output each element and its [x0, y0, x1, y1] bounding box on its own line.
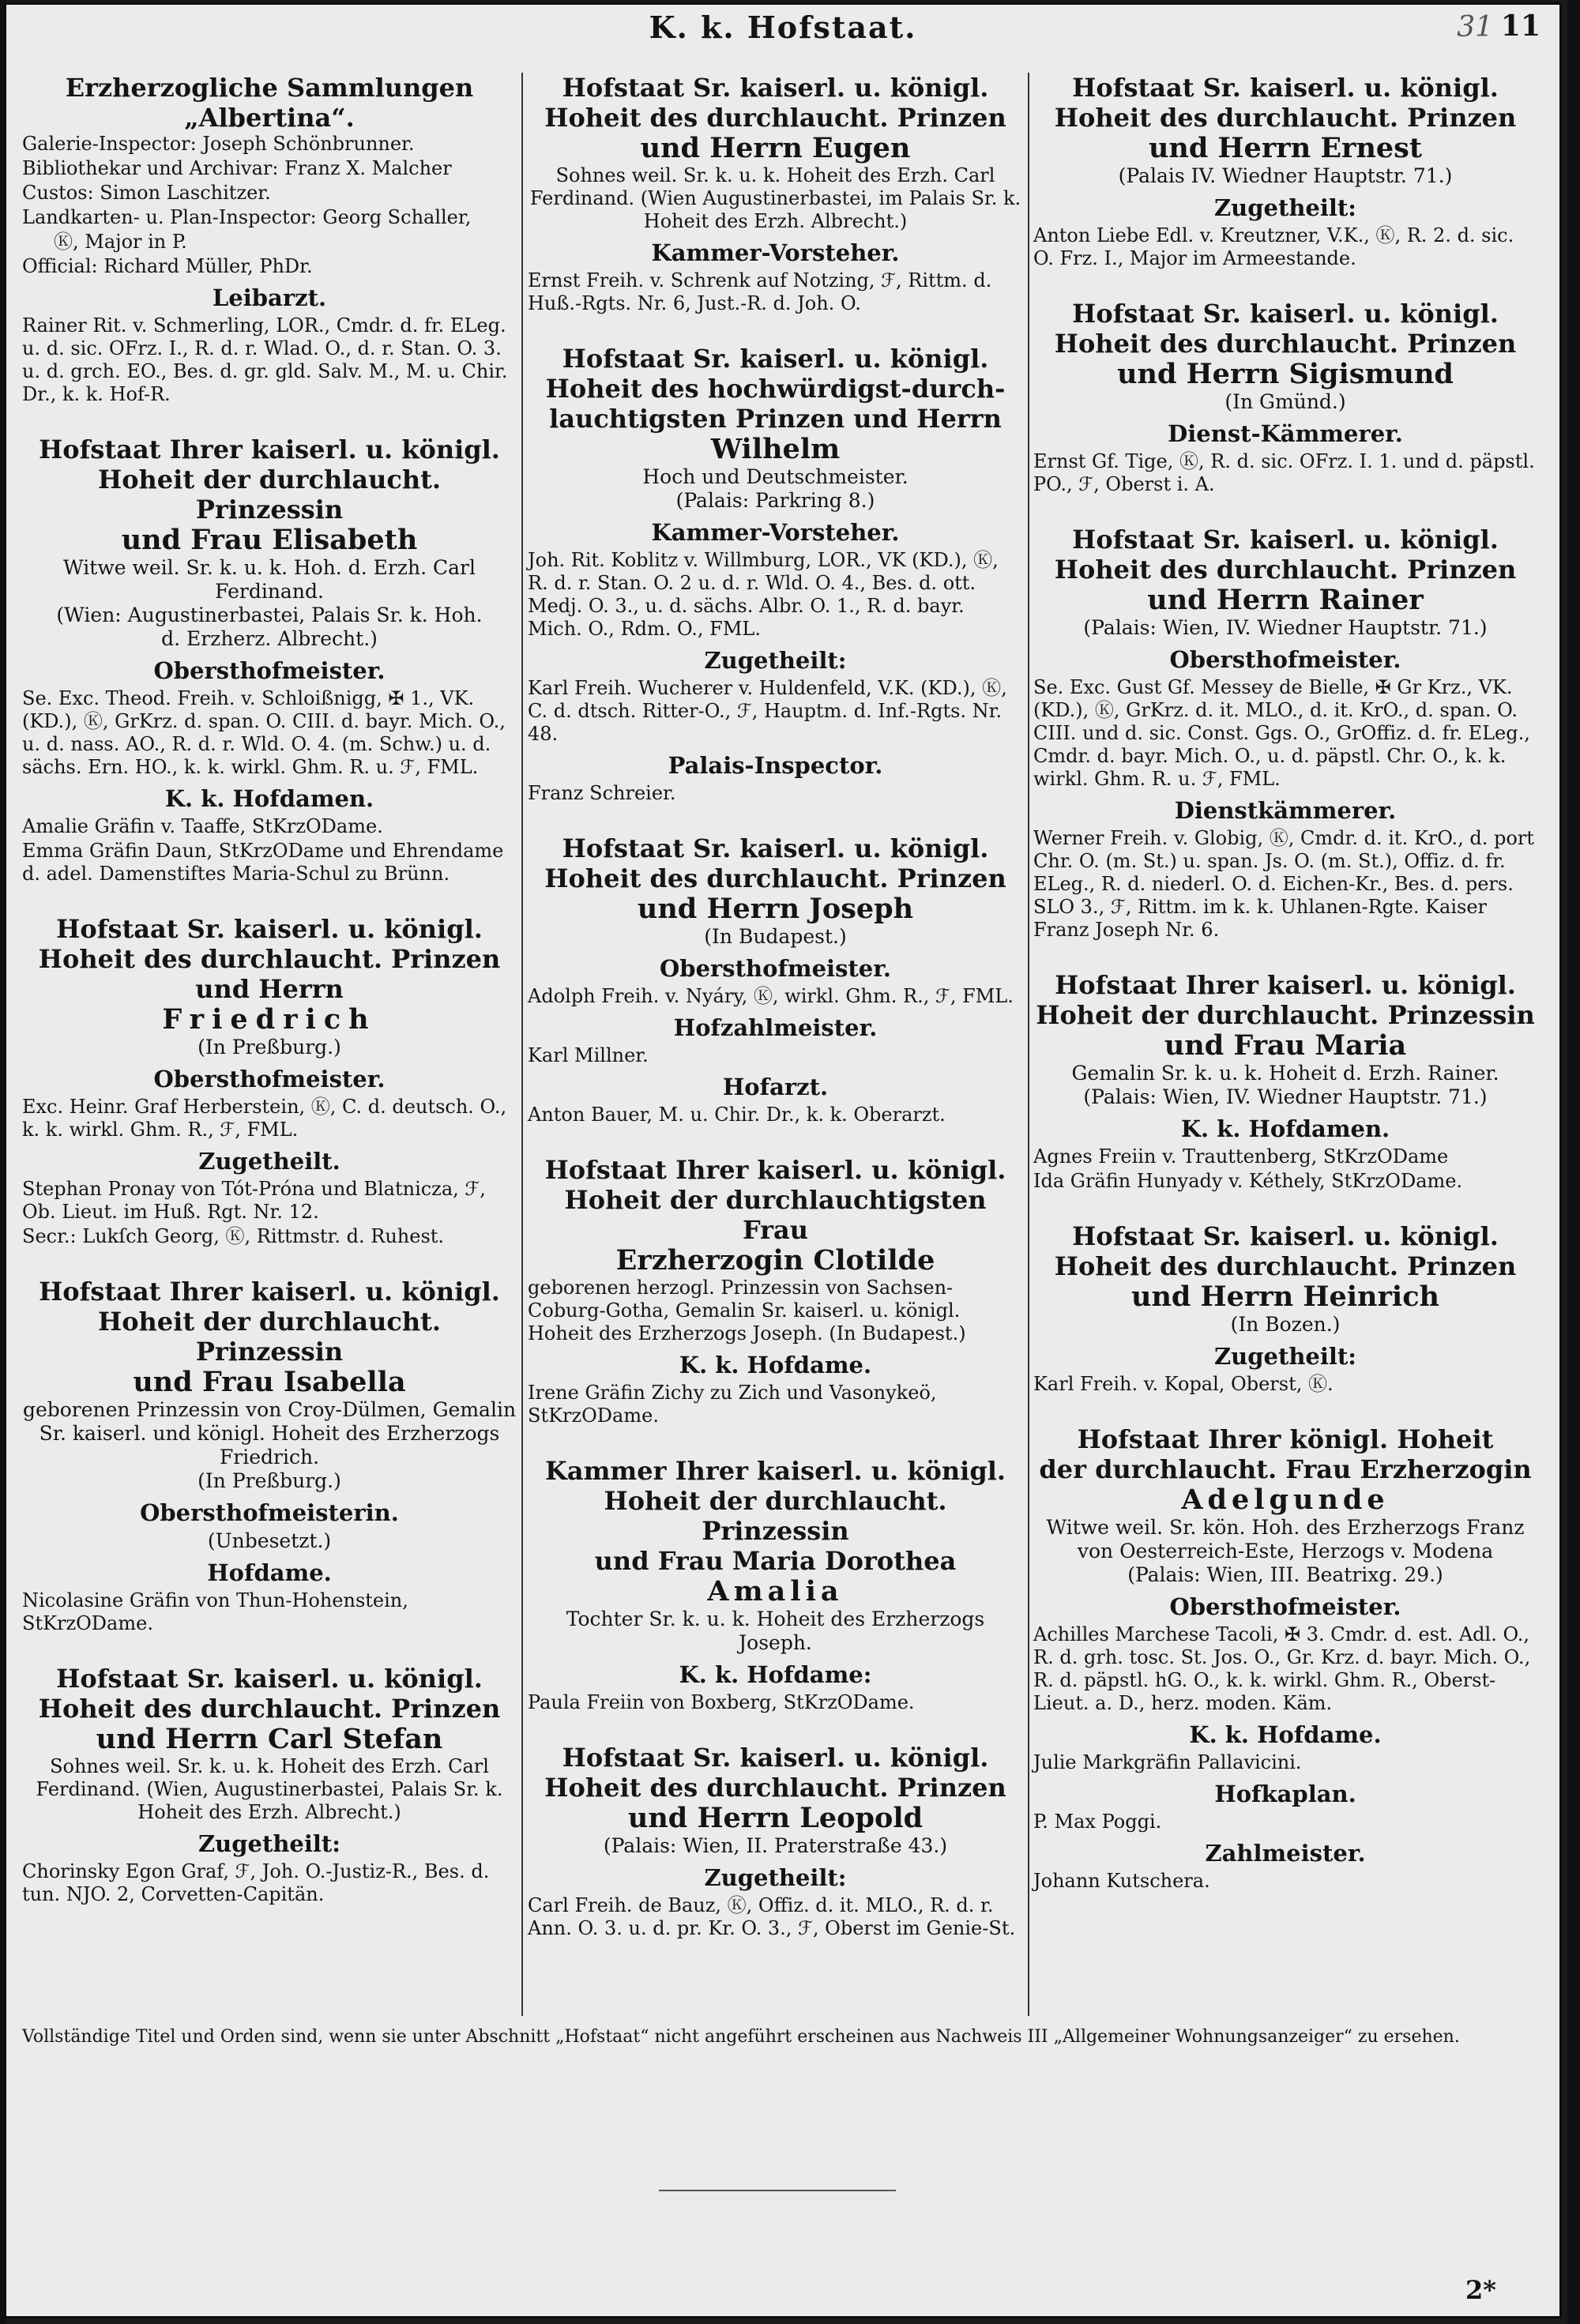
- section-title: und Herrn Sigismund: [1117, 358, 1454, 390]
- section-title: Erzherzogliche Sammlungen: [65, 73, 474, 103]
- section-title: Hoheit des durchlaucht. Prinzen: [1054, 329, 1517, 359]
- subheading: Dienst-Kämmerer.: [1168, 420, 1403, 447]
- section-title: und Herrn Ernest: [1148, 132, 1423, 164]
- section-title: lauchtigsten Prinzen und Herrn: [549, 404, 1002, 434]
- section-title: und Herrn Leopold: [627, 1802, 924, 1834]
- entry: Karl Millner.: [528, 1044, 649, 1066]
- entry: Galerie-Inspector: Joseph Schönbrunner.: [22, 133, 415, 155]
- entry: Amalie Gräfin v. Taaffe, StKrzODame.: [22, 815, 383, 837]
- subtitle: Tochter Sr. k. u. k. Hoheit des Erzherzogs Joseph.: [566, 1608, 985, 1654]
- subheading: Zugetheilt:: [1213, 1343, 1357, 1370]
- section-eugen: [528, 73, 1023, 315]
- section-title: Hoheit der durchlaucht. Prinzessin: [97, 1307, 442, 1367]
- section-title: Friedrich: [162, 1003, 377, 1036]
- entry: Bibliothekar und Archivar: Franz X. Malcher: [22, 157, 452, 179]
- subtitle: (Palais IV. Wiedner Hauptstr. 71.): [1118, 164, 1453, 187]
- subheading: Hofzahlmeister.: [673, 1014, 878, 1041]
- section-adelgunde: [1033, 1424, 1537, 1893]
- subtitle: (Palais: Wien, III. Beatrixg. 29.): [1127, 1563, 1443, 1586]
- section-title: Hofstaat Sr. kaiserl. u. königl.: [562, 73, 989, 103]
- entry: Adolph Freih. v. Nyáry, Ⓚ, wirkl. Ghm. R., ℱ, FML.: [528, 985, 1014, 1007]
- section-clotilde: [528, 1155, 1023, 1427]
- subtitle: Hoch und Deutschmeister.: [642, 465, 908, 488]
- section-title: und Frau Maria: [1164, 1029, 1407, 1062]
- section-title: Hoheit des durchlaucht. Prinzen: [544, 863, 1006, 893]
- section-title: Hoheit des durchlaucht. Prinzen: [544, 1773, 1006, 1803]
- subtitle: (Palais: Wien, II. Praterstraße 43.): [603, 1834, 948, 1857]
- scan-border-left: [0, 0, 6, 2324]
- entry: Se. Exc. Gust Gf. Messey de Bielle, ✠ Gr Krz., VK. (KD.), Ⓚ, GrKrz. d. it. MLO., d. it. KrO., d. span. O. CIII. und d. sic. Const. Ggs. O., GrOffiz. d. fr. ELeg., Cmdr. d. bayr. Mich. O., u. d. päpstl. Chr. O., k. k. wirkl. Ghm. R. u. ℱ, FML.: [1033, 676, 1530, 790]
- section-wilhelm: [528, 344, 1023, 805]
- column-rule: [1028, 73, 1029, 2016]
- entry: Nicolasine Gräfin von Thun-Hohenstein, StKrzODame.: [22, 1589, 408, 1634]
- subheading: Obersthofmeisterin.: [140, 1499, 399, 1526]
- entry: Karl Freih. v. Kopal, Oberst, Ⓚ.: [1033, 1373, 1334, 1395]
- document-page: [6, 5, 1559, 2316]
- subtitle: (In Budapest.): [704, 925, 847, 948]
- section-title: Hofstaat Ihrer kaiserl. u. königl.: [39, 434, 500, 464]
- entry: Stephan Pronay von Tót-Próna und Blatnicza, ℱ, Ob. Lieut. im Huß. Rgt. Nr. 12.: [22, 1178, 486, 1223]
- section-title: und Herrn Heinrich: [1131, 1280, 1439, 1313]
- section-title: Hoheit des durchlaucht. Prinzen: [38, 944, 501, 974]
- footnote: Vollständige Titel und Orden sind, wenn sie unter Abschnitt „Hofstaat“ nicht angeführt erscheinen aus Nachweis III „Allgemeiner Wohnungsanzeiger“ zu ersehen.: [22, 2027, 1460, 2047]
- subheading: K. k. Hofdame:: [679, 1661, 872, 1688]
- subheading: Kammer-Vorsteher.: [651, 519, 900, 546]
- section-title: Hofstaat Sr. kaiserl. u. königl.: [56, 914, 483, 944]
- section-title: und Herrn Carl Stefan: [96, 1723, 443, 1755]
- section-title: Hoheit des durchlaucht. Prinzen: [1054, 103, 1517, 133]
- section-title: Hoheit der durchlaucht. Prinzessin: [1036, 1000, 1535, 1030]
- section-title: und Herrn Rainer: [1147, 584, 1424, 616]
- subtitle: (Palais: Wien, IV. Wiedner Hauptstr. 71.): [1083, 616, 1488, 639]
- section-title: Amalia: [707, 1575, 844, 1608]
- subheading: Obersthofmeister.: [153, 657, 386, 684]
- section-leopold: [528, 1743, 1023, 1940]
- subheading: Leibarzt.: [212, 284, 327, 311]
- entry: Johann Kutschera.: [1033, 1870, 1210, 1892]
- section-title: Hofstaat Sr. kaiserl. u. königl.: [1072, 299, 1499, 329]
- subheading: Zugetheilt:: [198, 1830, 341, 1857]
- entry: Se. Exc. Theod. Freih. v. Schloißnigg, ✠ 1., VK. (KD.), Ⓚ, GrKrz. d. span. O. CIII. d. bayr. Mich. O., u. d. nass. AO., R. d. r. Wld. O. 4. (m. Schw.) u. d. sächs. Ern. HO., k. k. wirkl. Ghm. R. u. ℱ, FML.: [22, 687, 506, 778]
- section-title: Hofstaat Sr. kaiserl. u. königl.: [562, 833, 989, 863]
- entry: Sohnes weil. Sr. k. u. k. Hoheit des Erzh. Carl Ferdinand. (Wien Augustinerbastei, im Palais Sr. k. Hoheit des Erzh. Albrecht.): [529, 164, 1021, 232]
- entry: Anton Bauer, M. u. Chir. Dr., k. k. Oberarzt.: [528, 1104, 946, 1126]
- entry: Joh. Rit. Koblitz v. Willmburg, LOR., VK (KD.), Ⓚ, R. d. r. Stan. O. 2 u. d. r. Wld. O. 4., Bes. d. ott. Medj. O. 3., u. d. sächs. Albr. O. 1., R. d. bayr. Mich. O., Rdm. O., FML.: [528, 549, 999, 640]
- subheading: Zugetheilt:: [704, 1864, 847, 1891]
- subheading: Hofkaplan.: [1214, 1781, 1356, 1807]
- section-title: Hoheit der durchlauchtigsten Frau: [564, 1185, 987, 1245]
- subtitle: d. Erzherz. Albrecht.): [161, 627, 378, 650]
- subtitle: geborenen Prinzessin von Croy-Dülmen, Gemalin Sr. kaiserl. und königl. Hoheit des Erzherzogs Friedrich.: [22, 1398, 517, 1468]
- section-title: Wilhelm: [710, 433, 841, 465]
- section-title: Hoheit der durchlaucht. Prinzessin: [604, 1486, 947, 1546]
- column-3: [1033, 73, 1537, 1921]
- section-title: der durchlaucht. Frau Erzherzogin: [1039, 1454, 1532, 1484]
- section-title: Adelgunde: [1181, 1484, 1390, 1516]
- section-heinrich: [1033, 1221, 1537, 1396]
- subheading: Obersthofmeister.: [153, 1066, 386, 1092]
- subtitle: (In Preßburg.): [198, 1036, 341, 1059]
- entry: Achilles Marchese Tacoli, ✠ 3. Cmdr. d. est. Adl. O., R. d. grh. tosc. St. Jos. O., Gr. Krz. d. bayr. Mich. O., R. d. päpstl. hG. O., k. k. wirkl. Ghm. R., Oberst-Lieut. a. D., herz. moden. Käm.: [1033, 1623, 1531, 1714]
- page-header: [6, 5, 1559, 68]
- subheading: Dienstkämmerer.: [1174, 797, 1397, 824]
- subheading: Zugetheilt.: [198, 1148, 340, 1175]
- section-title: Hoheit des durchlaucht. Prinzen: [1054, 1251, 1517, 1281]
- entry: Ernst Freih. v. Schrenk auf Notzing, ℱ, Rittm. d. Huß.-Rgts. Nr. 6, Just.-R. d. Joh. O.: [528, 269, 992, 314]
- signature-mark: 2*: [1465, 2275, 1496, 2305]
- subheading: Obersthofmeister.: [660, 955, 891, 982]
- section-title: Hoheit des durchlaucht. Prinzen: [38, 1694, 501, 1724]
- pencil-mark: 31: [1457, 11, 1493, 43]
- section-maria-dorothea: [528, 1456, 1023, 1714]
- subheading: K. k. Hofdamen.: [164, 785, 374, 812]
- subheading: Zugetheilt:: [1213, 194, 1357, 221]
- section-title: Hofstaat Sr. kaiserl. u. königl.: [56, 1664, 483, 1694]
- section-title: Hofstaat Sr. kaiserl. u. königl.: [1072, 1221, 1499, 1251]
- section-maria: [1033, 970, 1537, 1193]
- section-title: Hofstaat Sr. kaiserl. u. königl.: [562, 344, 989, 374]
- subheading: Hofdame.: [207, 1559, 332, 1586]
- section-isabella: [22, 1277, 517, 1635]
- section-carl-stefan: [22, 1664, 517, 1906]
- entry: Exc. Heinr. Graf Herberstein, Ⓚ, C. d. deutsch. O., k. k. wirkl. Ghm. R., ℱ, FML.: [22, 1096, 507, 1141]
- subtitle: Witwe weil. Sr. kön. Hoh. des Erzherzogs Franz von Oesterreich-Este, Herzogs v. Modena: [1046, 1516, 1525, 1562]
- subtitle: (In Preßburg.): [198, 1469, 341, 1492]
- entry: Official: Richard Müller, PhDr.: [22, 255, 313, 277]
- entry: geborenen herzogl. Prinzessin von Sachsen-Coburg-Gotha, Gemalin Sr. kaiserl. u. königl. Hoheit des Erzherzogs Joseph. (In Budapest.): [528, 1277, 966, 1344]
- section-title: Kammer Ihrer kaiserl. u. königl.: [545, 1456, 1006, 1486]
- section-title: Hofstaat Ihrer kaiserl. u. königl.: [544, 1155, 1006, 1185]
- section-sigismund: [1033, 299, 1537, 496]
- subheading: Zahlmeister.: [1205, 1840, 1366, 1867]
- subtitle: (Unbesetzt.): [207, 1529, 332, 1552]
- section-rainer: [1033, 525, 1537, 942]
- entry: Chorinsky Egon Graf, ℱ, Joh. O.-Justiz-R., Bes. d. tun. NJO. 2, Corvetten-Capitän.: [22, 1860, 490, 1905]
- entry: Werner Freih. v. Globig, Ⓚ, Cmdr. d. it. KrO., d. port Chr. O. (m. St.) u. span. Js. O. (m. St.), Offiz. d. fr. ELeg., R. d. niederl. O. d. Eichen-Kr., Bes. d. pers. SLO 3., ℱ, Rittm. im k. k. Uhlanen-Rgte. Kaiser Franz Joseph Nr. 6.: [1033, 827, 1534, 941]
- subtitle: Ferdinand.: [215, 580, 324, 603]
- section-elisabeth: [22, 434, 517, 886]
- subtitle: (Palais: Wien, IV. Wiedner Hauptstr. 71.): [1083, 1085, 1488, 1108]
- subtitle: (In Gmünd.): [1224, 390, 1346, 413]
- entry: Ⓚ, Major in P.: [54, 231, 187, 253]
- entry: Rainer Rit. v. Schmerling, LOR., Cmdr. d. fr. ELeg. u. d. sic. OFrz. I., R. d. r. Wlad. O., d. r. Stan. O. 3. u. d. grch. EO., Bes. d. gr. gld. Salv. M., M. u. Chir. Dr., k. k. Hof-R.: [22, 314, 508, 405]
- section-title: und Frau Elisabeth: [121, 524, 418, 556]
- entry: Franz Schreier.: [528, 782, 676, 804]
- section-title: Hoheit des durchlaucht. Prinzen: [544, 103, 1006, 133]
- section-title: und Frau Isabella: [133, 1366, 406, 1398]
- entry: Paula Freiin von Boxberg, StKrzODame.: [528, 1691, 915, 1713]
- section-title: Hofstaat Ihrer kaiserl. u. königl.: [39, 1277, 500, 1307]
- section-title: Hoheit des durchlaucht. Prinzen: [1054, 555, 1517, 585]
- section-title: „Albertina“.: [184, 103, 355, 133]
- section-joseph: [528, 833, 1023, 1126]
- entry: Emma Gräfin Daun, StKrzODame und Ehrendame d. adel. Damenstiftes Maria-Schul zu Brünn.: [22, 840, 504, 885]
- section-title: und Frau Maria Dorothea: [594, 1546, 957, 1576]
- entry: Carl Freih. de Bauz, Ⓚ, Offiz. d. it. MLO., R. d. r. Ann. O. 3. u. d. pr. Kr. O. 3., ℱ, Oberst im Genie-St.: [528, 1894, 1016, 1939]
- subheading: K. k. Hofdame.: [679, 1352, 872, 1378]
- subtitle: (Palais: Parkring 8.): [675, 489, 875, 512]
- subheading: Hofarzt.: [722, 1074, 829, 1100]
- scan-border-right: [1567, 0, 1580, 2324]
- column-rule: [521, 73, 523, 2016]
- section-title: Hofstaat Sr. kaiserl. u. königl.: [1072, 525, 1499, 555]
- section-title: Hofstaat Sr. kaiserl. u. königl.: [562, 1743, 989, 1773]
- subheading: Zugetheilt:: [704, 647, 847, 674]
- subheading: K. k. Hofdamen.: [1180, 1115, 1390, 1142]
- entry: Ernst Gf. Tige, Ⓚ, R. d. sic. OFrz. I. 1. und d. päpstl. PO., ℱ, Oberst i. A.: [1033, 450, 1535, 495]
- subtitle: Witwe weil. Sr. k. u. k. Hoh. d. Erzh. Carl: [63, 556, 476, 579]
- section-albertina: [22, 73, 517, 406]
- entry: P. Max Poggi.: [1033, 1811, 1162, 1833]
- subheading: Obersthofmeister.: [1169, 646, 1401, 673]
- column-2: [528, 73, 1023, 1969]
- subheading: K. k. Hofdame.: [1189, 1721, 1382, 1748]
- section-title: und Herrn: [195, 974, 344, 1004]
- section-ernest: [1033, 73, 1537, 270]
- footer-rule: [659, 2190, 896, 2191]
- page-title: K. k. Hofstaat.: [649, 9, 917, 45]
- section-title: Erzherzogin Clotilde: [615, 1244, 935, 1277]
- entry: Anton Liebe Edl. v. Kreutzner, V.K., Ⓚ, R. 2. d. sic. O. Frz. I., Major im Armeestande.: [1033, 224, 1514, 269]
- entry: Custos: Simon Laschitzer.: [22, 182, 271, 204]
- entry: Karl Freih. Wucherer v. Huldenfeld, V.K. (KD.), Ⓚ, C. d. dtsch. Ritter-O., ℱ, Hauptm. d. Inf.-Rgts. Nr. 48.: [528, 677, 1007, 745]
- entry: Agnes Freiin v. Trauttenberg, StKrzODame: [1033, 1145, 1449, 1168]
- entry: Landkarten- u. Plan-Inspector: Georg Schaller,: [22, 206, 472, 228]
- entry: Sohnes weil. Sr. k. u. k. Hoheit des Erzh. Carl Ferdinand. (Wien, Augustinerbastei, Palais Sr. k. Hoheit des Erzh. Albrecht.): [36, 1755, 503, 1823]
- entry: Julie Markgräfin Pallavicini.: [1033, 1751, 1302, 1773]
- subheading: Palais-Inspector.: [668, 752, 883, 779]
- column-1: [22, 73, 517, 1935]
- subtitle: (In Bozen.): [1230, 1313, 1341, 1336]
- section-title: Hoheit des hochwürdigst-durch-: [545, 374, 1006, 404]
- section-title: Hofstaat Sr. kaiserl. u. königl.: [1072, 73, 1499, 103]
- page-number: 11: [1500, 9, 1540, 43]
- section-title: und Herrn Eugen: [640, 132, 911, 164]
- section-friedrich: [22, 914, 517, 1248]
- section-title: Hofstaat Ihrer königl. Hoheit: [1077, 1424, 1494, 1454]
- subtitle: (Wien: Augustinerbastei, Palais Sr. k. Hoh.: [56, 604, 483, 626]
- subtitle: Gemalin Sr. k. u. k. Hoheit d. Erzh. Rainer.: [1071, 1062, 1499, 1085]
- entry: Irene Gräfin Zichy zu Zich und Vasonykeö, StKrzODame.: [528, 1382, 937, 1427]
- entry: Secr.: Lukſch Georg, Ⓚ, Rittmstr. d. Ruhest.: [22, 1225, 445, 1247]
- entry: Ida Gräfin Hunyady v. Kéthely, StKrzODame.: [1033, 1170, 1463, 1192]
- section-title: und Herrn Joseph: [637, 893, 914, 925]
- subheading: Kammer-Vorsteher.: [651, 239, 900, 266]
- subheading: Obersthofmeister.: [1169, 1593, 1401, 1620]
- section-title: Hofstaat Ihrer kaiserl. u. königl.: [1055, 970, 1516, 1000]
- section-title: Hoheit der durchlaucht. Prinzessin: [97, 464, 442, 525]
